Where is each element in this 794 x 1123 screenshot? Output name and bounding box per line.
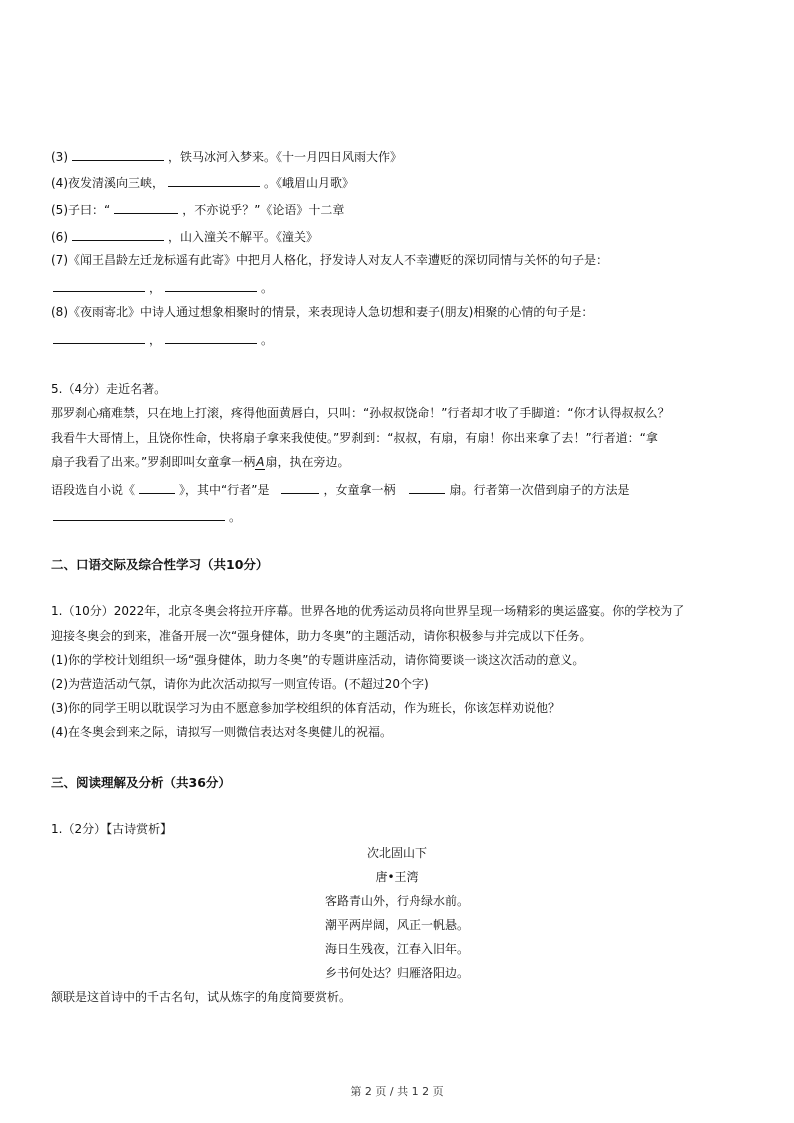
section-2-line: (2)为营造活动气氛，请你为此次活动拟写一则宣传语。(不超过20个字) <box>51 677 429 691</box>
q5-paragraph-line: 扇子我看了出来。”罗刹即叫女童拿一柄A扇，执在旁边。 <box>51 455 350 469</box>
poem-line: 乡书何处达？归雁洛阳边。 <box>324 966 469 980</box>
section-2-line: (4)在冬奥会到来之际，请拟写一则微信表达对冬奥健儿的祝福。 <box>51 725 393 739</box>
item-7: (7)《闻王昌龄左迁龙标遥有此寄》中把月人格化，抒发诗人对友人不幸遭贬的深切同情与关怀的句子是： <box>51 253 609 267</box>
item-5: (5)子曰：“ ，不亦说乎？”《论语》十二章 <box>51 203 345 217</box>
answer-blank[interactable] <box>53 331 145 344</box>
q5-question: 语段选自小说《 》，其中“行者”是 ，女童拿一柄 扇。行者第一次借到扇子的方法是 <box>51 483 630 497</box>
section-3-question: 颔联是这首诗中的千古名句，试从炼字的角度简要赏析。 <box>51 990 352 1004</box>
answer-blank[interactable] <box>72 148 164 161</box>
item-3: (3) ，铁马冰河入梦来。《十一月四日风雨大作》 <box>51 150 403 164</box>
section-3-q1: 1.（2分）【古诗赏析】 <box>51 822 173 836</box>
answer-blank[interactable] <box>165 279 257 292</box>
item-7-answer: ， 。 <box>51 279 273 296</box>
poem-title: 次北固山下 <box>366 846 427 860</box>
poem-line: 客路青山外，行舟绿水前。 <box>324 894 469 908</box>
section-2-line: 1.（10分）2022年，北京冬奥会将拉开序幕。世界各地的优秀运动员将向世界呈现一场精彩的奥运盛宴。你的学校为了 <box>51 604 685 618</box>
answer-blank[interactable] <box>53 279 145 292</box>
poem-line: 海日生残夜，江春入旧年。 <box>324 942 469 956</box>
answer-blank[interactable] <box>168 174 260 187</box>
item-8: (8)《夜雨寄北》中诗人通过想象相聚时的情景，来表现诗人急切想和妻子(朋友)相聚的心情的句子是： <box>51 305 594 319</box>
section-2-title: 二、口语交际及综合性学习（共10分） <box>51 557 269 572</box>
blank-marker-a: A <box>256 455 265 469</box>
item-8-answer: ， 。 <box>51 331 273 348</box>
answer-blank[interactable] <box>409 481 445 494</box>
q5-paragraph-line: 我看牛大哥情上，且饶你性命，快将扇子拿来我使使。”罗刹到：“叔叔，有扇，有扇！你出来拿了去！”行者道：“拿 <box>51 431 658 445</box>
section-2-line: (3)你的同学王明以耽误学习为由不愿意参加学校组织的体育活动，作为班长，你该怎样劝说他？ <box>51 701 561 715</box>
item-6: (6) ，山入潼关不解平。《潼关》 <box>51 230 319 244</box>
q5-paragraph-line: 那罗刹心痛难禁，只在地上打滚，疼得他面黄唇白，只叫：“孙叔叔饶命！”行者却才收了手脚道：“你才认得叔叔么？ <box>51 406 670 420</box>
answer-blank[interactable] <box>165 331 257 344</box>
poem-author: 唐•王湾 <box>375 870 419 884</box>
q5-heading: 5.（4分）走近名著。 <box>51 382 167 396</box>
answer-blank[interactable] <box>114 201 178 214</box>
section-2-line: (1)你的学校计划组织一场“强身健体，助力冬奥”的专题讲座活动，请你简要谈一谈这次活动的意义。 <box>51 653 585 667</box>
section-2-line: 迎接冬奥会的到来，准备开展一次“强身健体，助力冬奥”的主题活动，请你积极参与并完成以下任务。 <box>51 629 592 643</box>
answer-blank[interactable] <box>281 481 319 494</box>
poem-line: 潮平两岸阔，风正一帆悬。 <box>324 918 469 932</box>
answer-blank[interactable] <box>139 481 175 494</box>
section-3-title: 三、阅读理解及分析（共36分） <box>51 775 231 790</box>
q5-answer-line: 。 <box>51 508 241 525</box>
answer-blank[interactable] <box>53 508 225 521</box>
answer-blank[interactable] <box>72 228 164 241</box>
item-4: (4)夜发清溪向三峡， 。《峨眉山月歌》 <box>51 176 355 190</box>
page-footer: 第 2 页 / 共 1 2 页 <box>350 1085 444 1098</box>
